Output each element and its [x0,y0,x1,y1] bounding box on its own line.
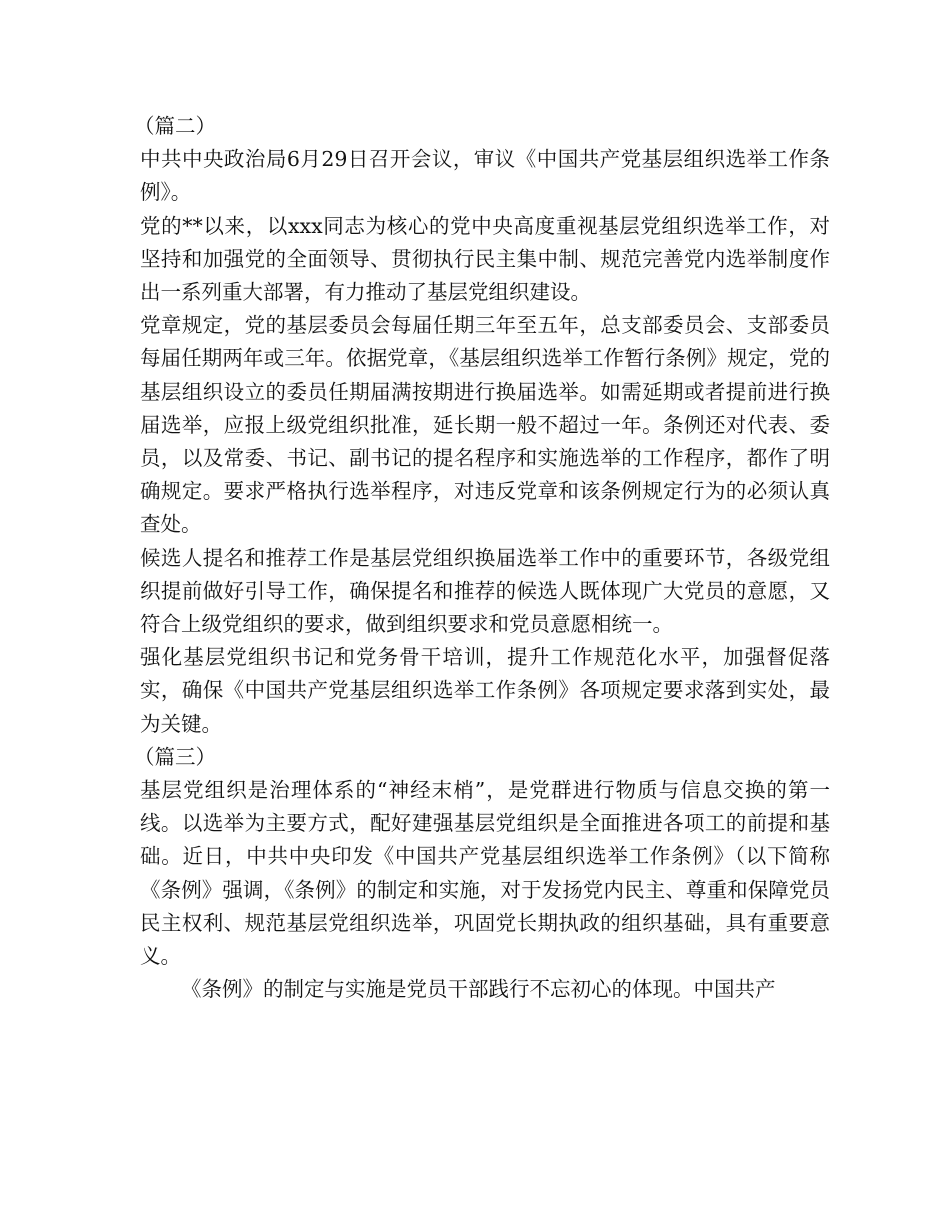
section-heading-part-two: （篇二） [134,114,216,138]
paragraph-training: 强化基层党组织书记和党务骨干培训，提升工作规范化水平，加强督促落实，确保《中国共产党基层组织选举工作条例》各项规定要求落到实处，最为关键。 [140,645,830,736]
section-heading-part-three: （篇三） [134,744,216,769]
document-page [134,110,830,1006]
paragraph-candidate-nomination: 候选人提名和推荐工作是基层党组织换届选举工作中的重要环节，各级党组织提前做好引导工作，确保提名和推荐的候选人既体现广大党员的意愿，又符合上级党组织的要求，做到组织要求和党员意愿相统一。 [140,545,830,637]
paragraph-central-committee: 党的**以来，以xxx同志为核心的党中央高度重视基层党组织选举工作，对坚持和加强党的全面领导、贯彻执行民主集中制、规范完善党内选举制度作出一系列重大部署，有力推动了基层党组织建设。 [140,213,830,305]
paragraph-meeting: 中共中央政治局6月29日召开会议，审议《中国共产党基层组织选举工作条例》。 [140,147,830,205]
paragraph-grassroots: 基层党组织是治理体系的“神经末梢”，是党群进行物质与信息交换的第一线。以选举为主要方式，配好建强基层党组织是全面推进各项工的前提和基础。近日，中共中央印发《中国共产党基层组织选举工作条例》（以下简称《条例》强调，《条例》的制定和实施，对于发扬党内民主、尊重和保障党员民主权利、规范基层党组织选举，巩固党长期执政的组织基础，具有重要意义。 [140,778,830,969]
paragraph-party-constitution: 党章规定，党的基层委员会每届任期三年至五年，总支部委员会、支部委员每届任期两年或三年。依据党章，《基层组织选举工作暂行条例》规定，党的基层组织设立的委员任期届满按期进行换届选举。如需延期或者提前进行换届选举，应报上级党组织批准，延长期一般不超过一年。条例还对代表、委员，以及常委、书记、副书记的提名程序和实施选举的工作程序，都作了明确规定。要求严格执行选举程序，对违反党章和该条例规定行为的必须认真查处。 [140,313,830,537]
paragraph-regulation-implementation: 《条例》的制定与实施是党员干部践行不忘初心的体现。中国共产 [181,977,776,1002]
